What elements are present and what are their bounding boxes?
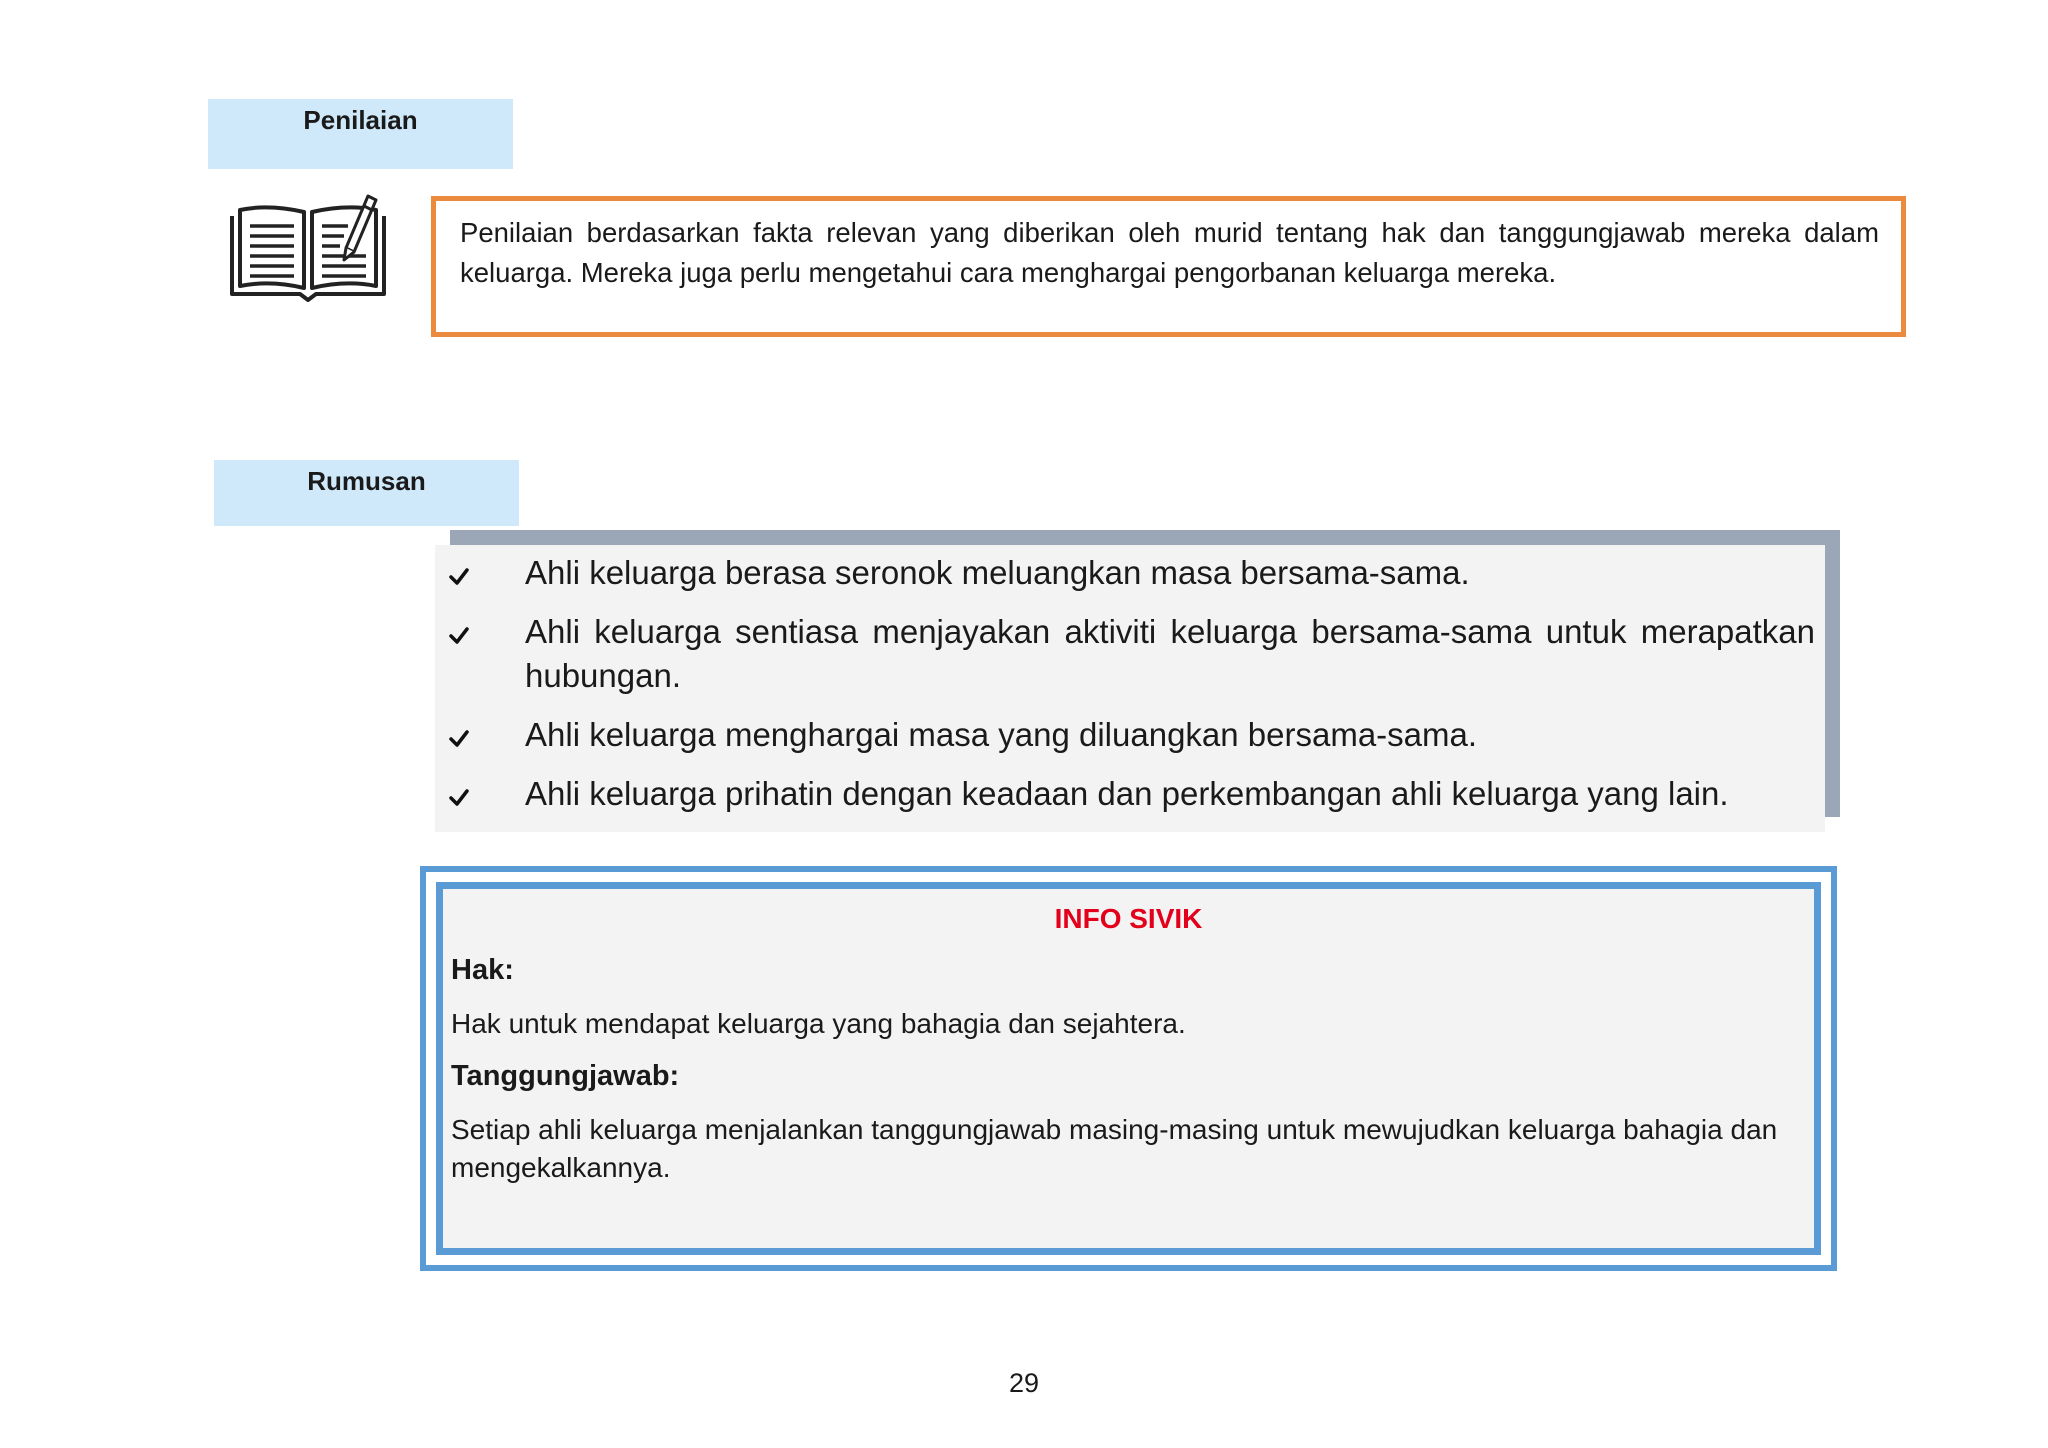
summary-item-text: Ahli keluarga berasa seronok meluangkan masa bersama-sama.	[525, 554, 1470, 591]
summary-box	[435, 545, 1825, 832]
assessment-text-box	[431, 196, 1906, 337]
info-sivik-box	[420, 866, 1837, 1271]
hak-text: Hak untuk mendapat keluarga yang bahagia dan sejahtera.	[451, 1008, 1186, 1039]
tanggungjawab-heading: Tanggungjawab:	[451, 1060, 680, 1092]
checkmark-icon	[449, 788, 469, 808]
tanggungjawab-text: Setiap ahli keluarga menjalankan tanggungjawab masing-masing untuk mewujudkan keluarga bahagia dan mengekalkannya.	[451, 1114, 1801, 1183]
checkmark-icon	[449, 729, 469, 749]
page-number: 29	[1008, 1368, 1040, 1398]
assessment-text: Penilaian berdasarkan fakta relevan yang diberikan oleh murid tentang hak dan tanggungjawab mereka dalam keluarga. Mereka juga perlu mengetahui cara menghargai pengorbanan keluarga mereka.	[460, 217, 1879, 288]
summary-item-text: Ahli keluarga prihatin dengan keadaan dan perkembangan ahli keluarga yang lain.	[525, 775, 1729, 812]
rumusan-heading: Rumusan	[214, 460, 519, 526]
checkmark-icon	[449, 567, 469, 587]
info-sivik-title: INFO SIVIK	[1054, 903, 1203, 934]
summary-item-text: Ahli keluarga menghargai masa yang diluangkan bersama-sama.	[525, 716, 1478, 753]
penilaian-heading: Penilaian	[208, 99, 513, 169]
summary-item-text: Ahli keluarga sentiasa menjayakan aktiviti keluarga bersama-sama untuk merapatkan hubungan.	[525, 613, 1815, 694]
checkmark-icon	[449, 626, 469, 646]
info-sivik-inner	[436, 882, 1821, 1255]
hak-heading: Hak:	[451, 954, 514, 986]
book-pen-icon	[228, 188, 388, 308]
